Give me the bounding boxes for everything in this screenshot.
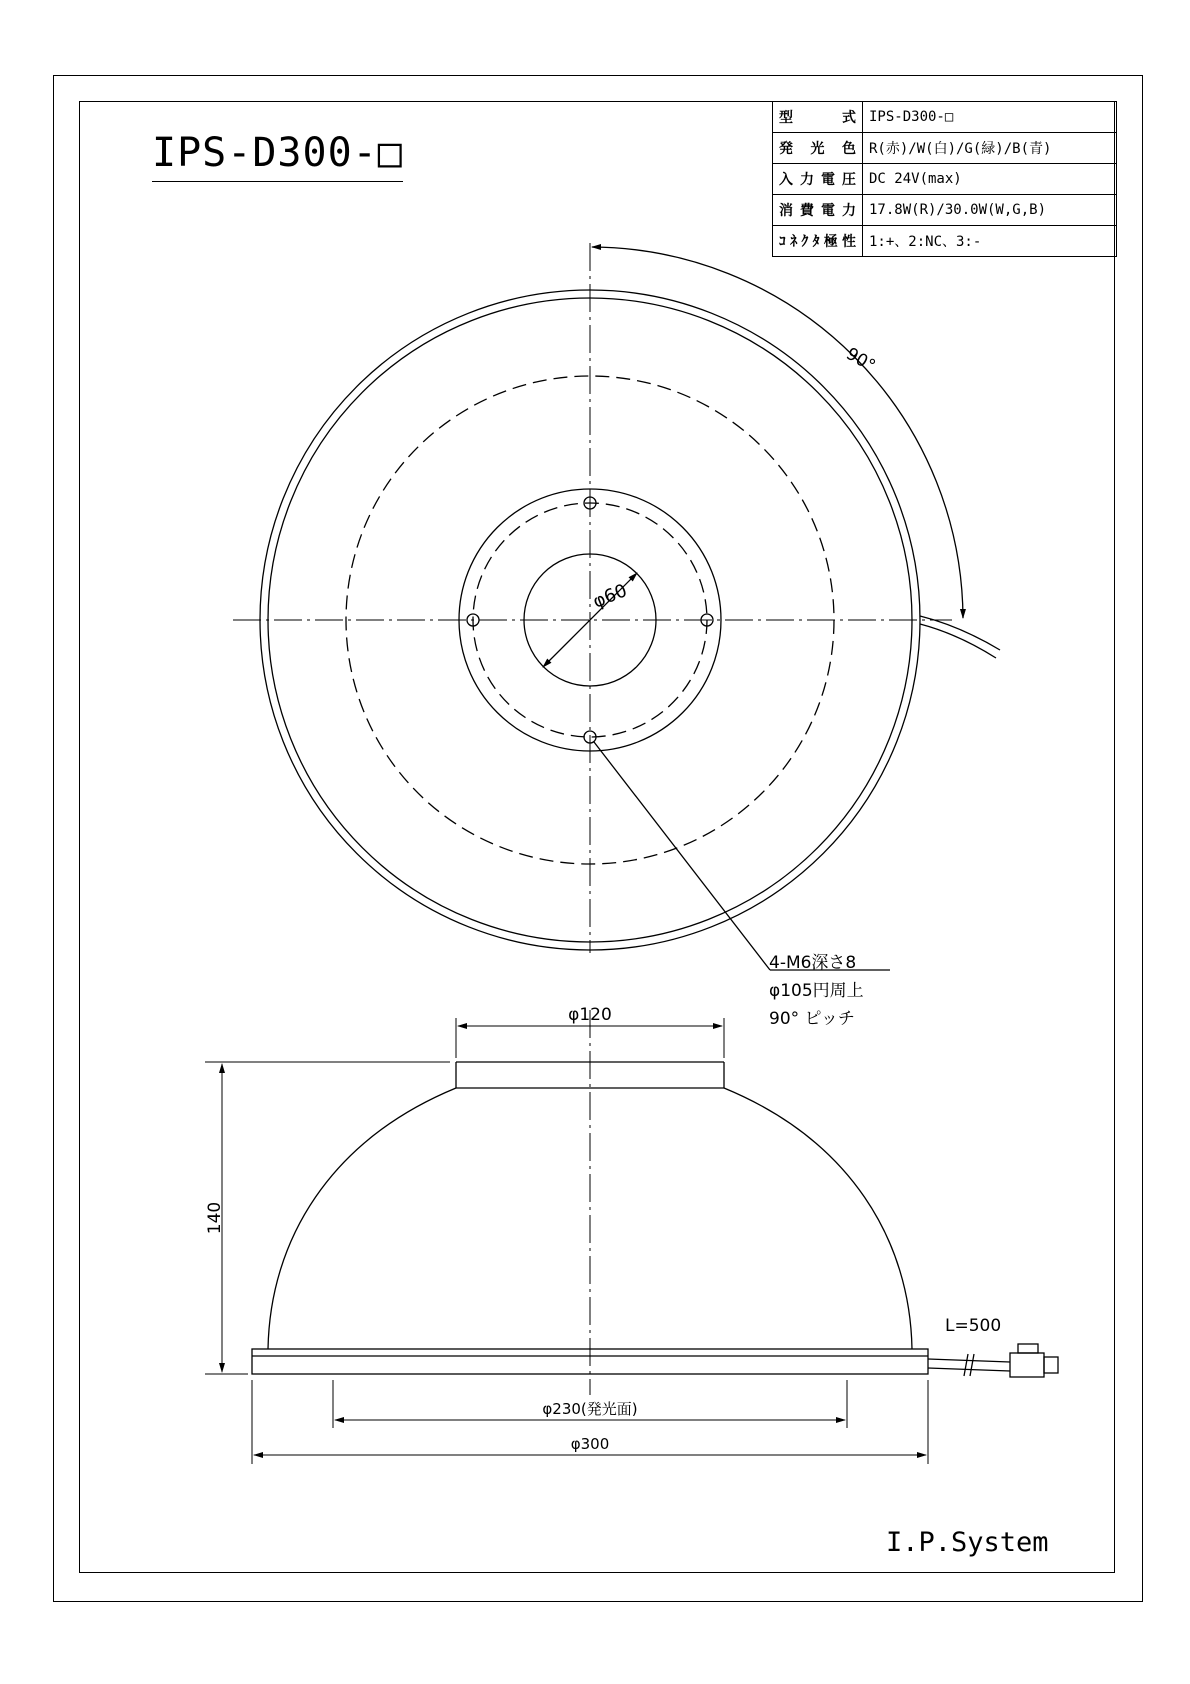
spec-value-connector: 1:+、2:NC、3:-	[863, 226, 1117, 257]
hole-note-line-2: φ105円周上	[769, 981, 864, 1001]
spec-key-voltage: 入力電圧	[773, 164, 863, 195]
connector	[1010, 1353, 1044, 1377]
hole-note-line-1: 4-M6深さ8	[769, 953, 857, 973]
height-label: 140	[205, 1201, 225, 1235]
spec-key-power: 消費電力	[773, 195, 863, 226]
hole-note-line-3: 90° ピッチ	[769, 1009, 855, 1029]
cable-length-label: L=500	[945, 1316, 1002, 1336]
spec-value-power: 17.8W(R)/30.0W(W,G,B)	[863, 195, 1117, 226]
side-view	[205, 1010, 1058, 1464]
spec-key-connector: ｺﾈｸﾀ極性	[773, 226, 863, 257]
brand-label: I.P.System	[886, 1527, 1049, 1558]
dome-left	[268, 1088, 456, 1349]
top-view-labels	[590, 344, 879, 1029]
spec-key-model: 型 式	[773, 102, 863, 133]
top-view	[233, 243, 1000, 970]
angle-label: 90°	[842, 344, 879, 377]
spec-key-color: 発光色	[773, 133, 863, 164]
spec-value-model: IPS-D300-□	[863, 102, 1117, 133]
drawing-title: IPS-D300-□	[152, 133, 403, 182]
bore-label: φ60	[590, 580, 631, 613]
side-view-labels	[205, 1005, 1001, 1453]
cable	[928, 1359, 1010, 1362]
spec-value-voltage: DC 24V(max)	[863, 164, 1117, 195]
dome-right	[724, 1088, 912, 1349]
top-dia-label: φ120	[568, 1005, 612, 1025]
emit-dia-label: φ230(発光面)	[542, 1400, 638, 1418]
outer-dia-label: φ300	[570, 1435, 610, 1453]
spec-value-color: R(赤)/W(白)/G(緑)/B(青)	[863, 133, 1117, 164]
